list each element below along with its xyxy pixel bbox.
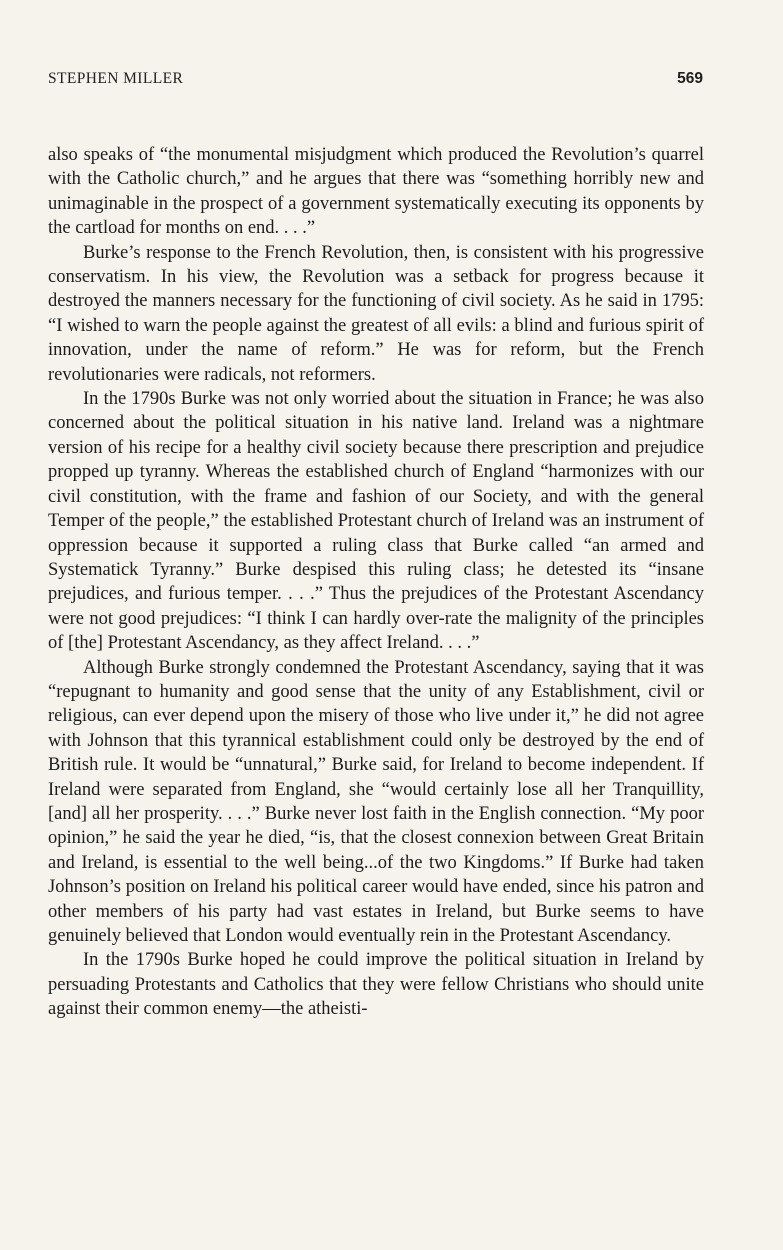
body-text [48,143,704,1022]
paragraph-continued: also speaks of “the monumental misjudgment which produced the Revolution’s quarrel with the Catholic church,” and he argues that there was “something horribly new and unimaginable in the prospect of a government systematically executing its opponents by the cartload for months on end. . . .” [48,145,704,239]
page-number: 569 [677,70,703,87]
paragraph: In the 1790s Burke was not only worried about the situation in France; he was also concerned about the political situation in his native land. Ireland was a nightmare version of his recipe for a healthy civil society because there prescription and prejudice propped up tyranny. Whereas the established church of England “harmonizes with our civil constitution, with the frame and fashion of our Society, and with the general Temper of the people,” the established Protestant church of Ireland was an instrument of oppression because it supported a ruling class that Burke called “an armed and Systematick Tyranny.” Burke despised this ruling class; he detested its “insane prejudices, and furious temper. . . .” Thus the prejudices of the Protestant Ascendancy were not good prejudices: “I think I can hardly over-rate the malignity of the principles of [the] Protestant Ascendancy, as they affect Ireland. . . .” [48,389,704,654]
paragraph: In the 1790s Burke hoped he could improve the political situation in Ireland by persuading Protestants and Catholics that they were fellow Christians who should unite against their common enemy—the atheisti- [48,950,704,1020]
paragraph: Burke’s response to the French Revolution, then, is consistent with his progressive conservatism. In his view, the Revolution was a setback for progress because it destroyed the manners necessary for the functioning of civil society. As he said in 1795: “I wished to warn the people against the greatest of all evils: a blind and furious spirit of innovation, under the name of reform.” He was for reform, but the French revolutionaries were radicals, not reformers. [48,242,704,385]
running-head [48,70,703,94]
paragraph: Although Burke strongly condemned the Protestant Ascendancy, saying that it was “repugnant to humanity and good sense that the unity of any Establishment, civil or religious, can ever depend upon the misery of those who live under it,” he did not agree with Johnson that this tyrannical establishment could only be destroyed by the end of British rule. It would be “unnatural,” Burke said, for Ireland to become independent. If Ireland were separated from England, she “would certainly lose all her Tranquillity, [and] all her prosperity. . . .” Burke never lost faith in the English connection. “My poor opinion,” he said the year he died, “is, that the closest connexion between Great Britain and Ireland, is essential to the well being...of the two Kingdoms.” If Burke had taken Johnson’s position on Ireland his political career would have ended, since his patron and other members of his party had vast estates in Ireland, but Burke seems to have genuinely believed that London would eventually rein in the Protestant Ascendancy. [48,657,704,946]
running-head-author: STEPHEN MILLER [48,70,184,87]
